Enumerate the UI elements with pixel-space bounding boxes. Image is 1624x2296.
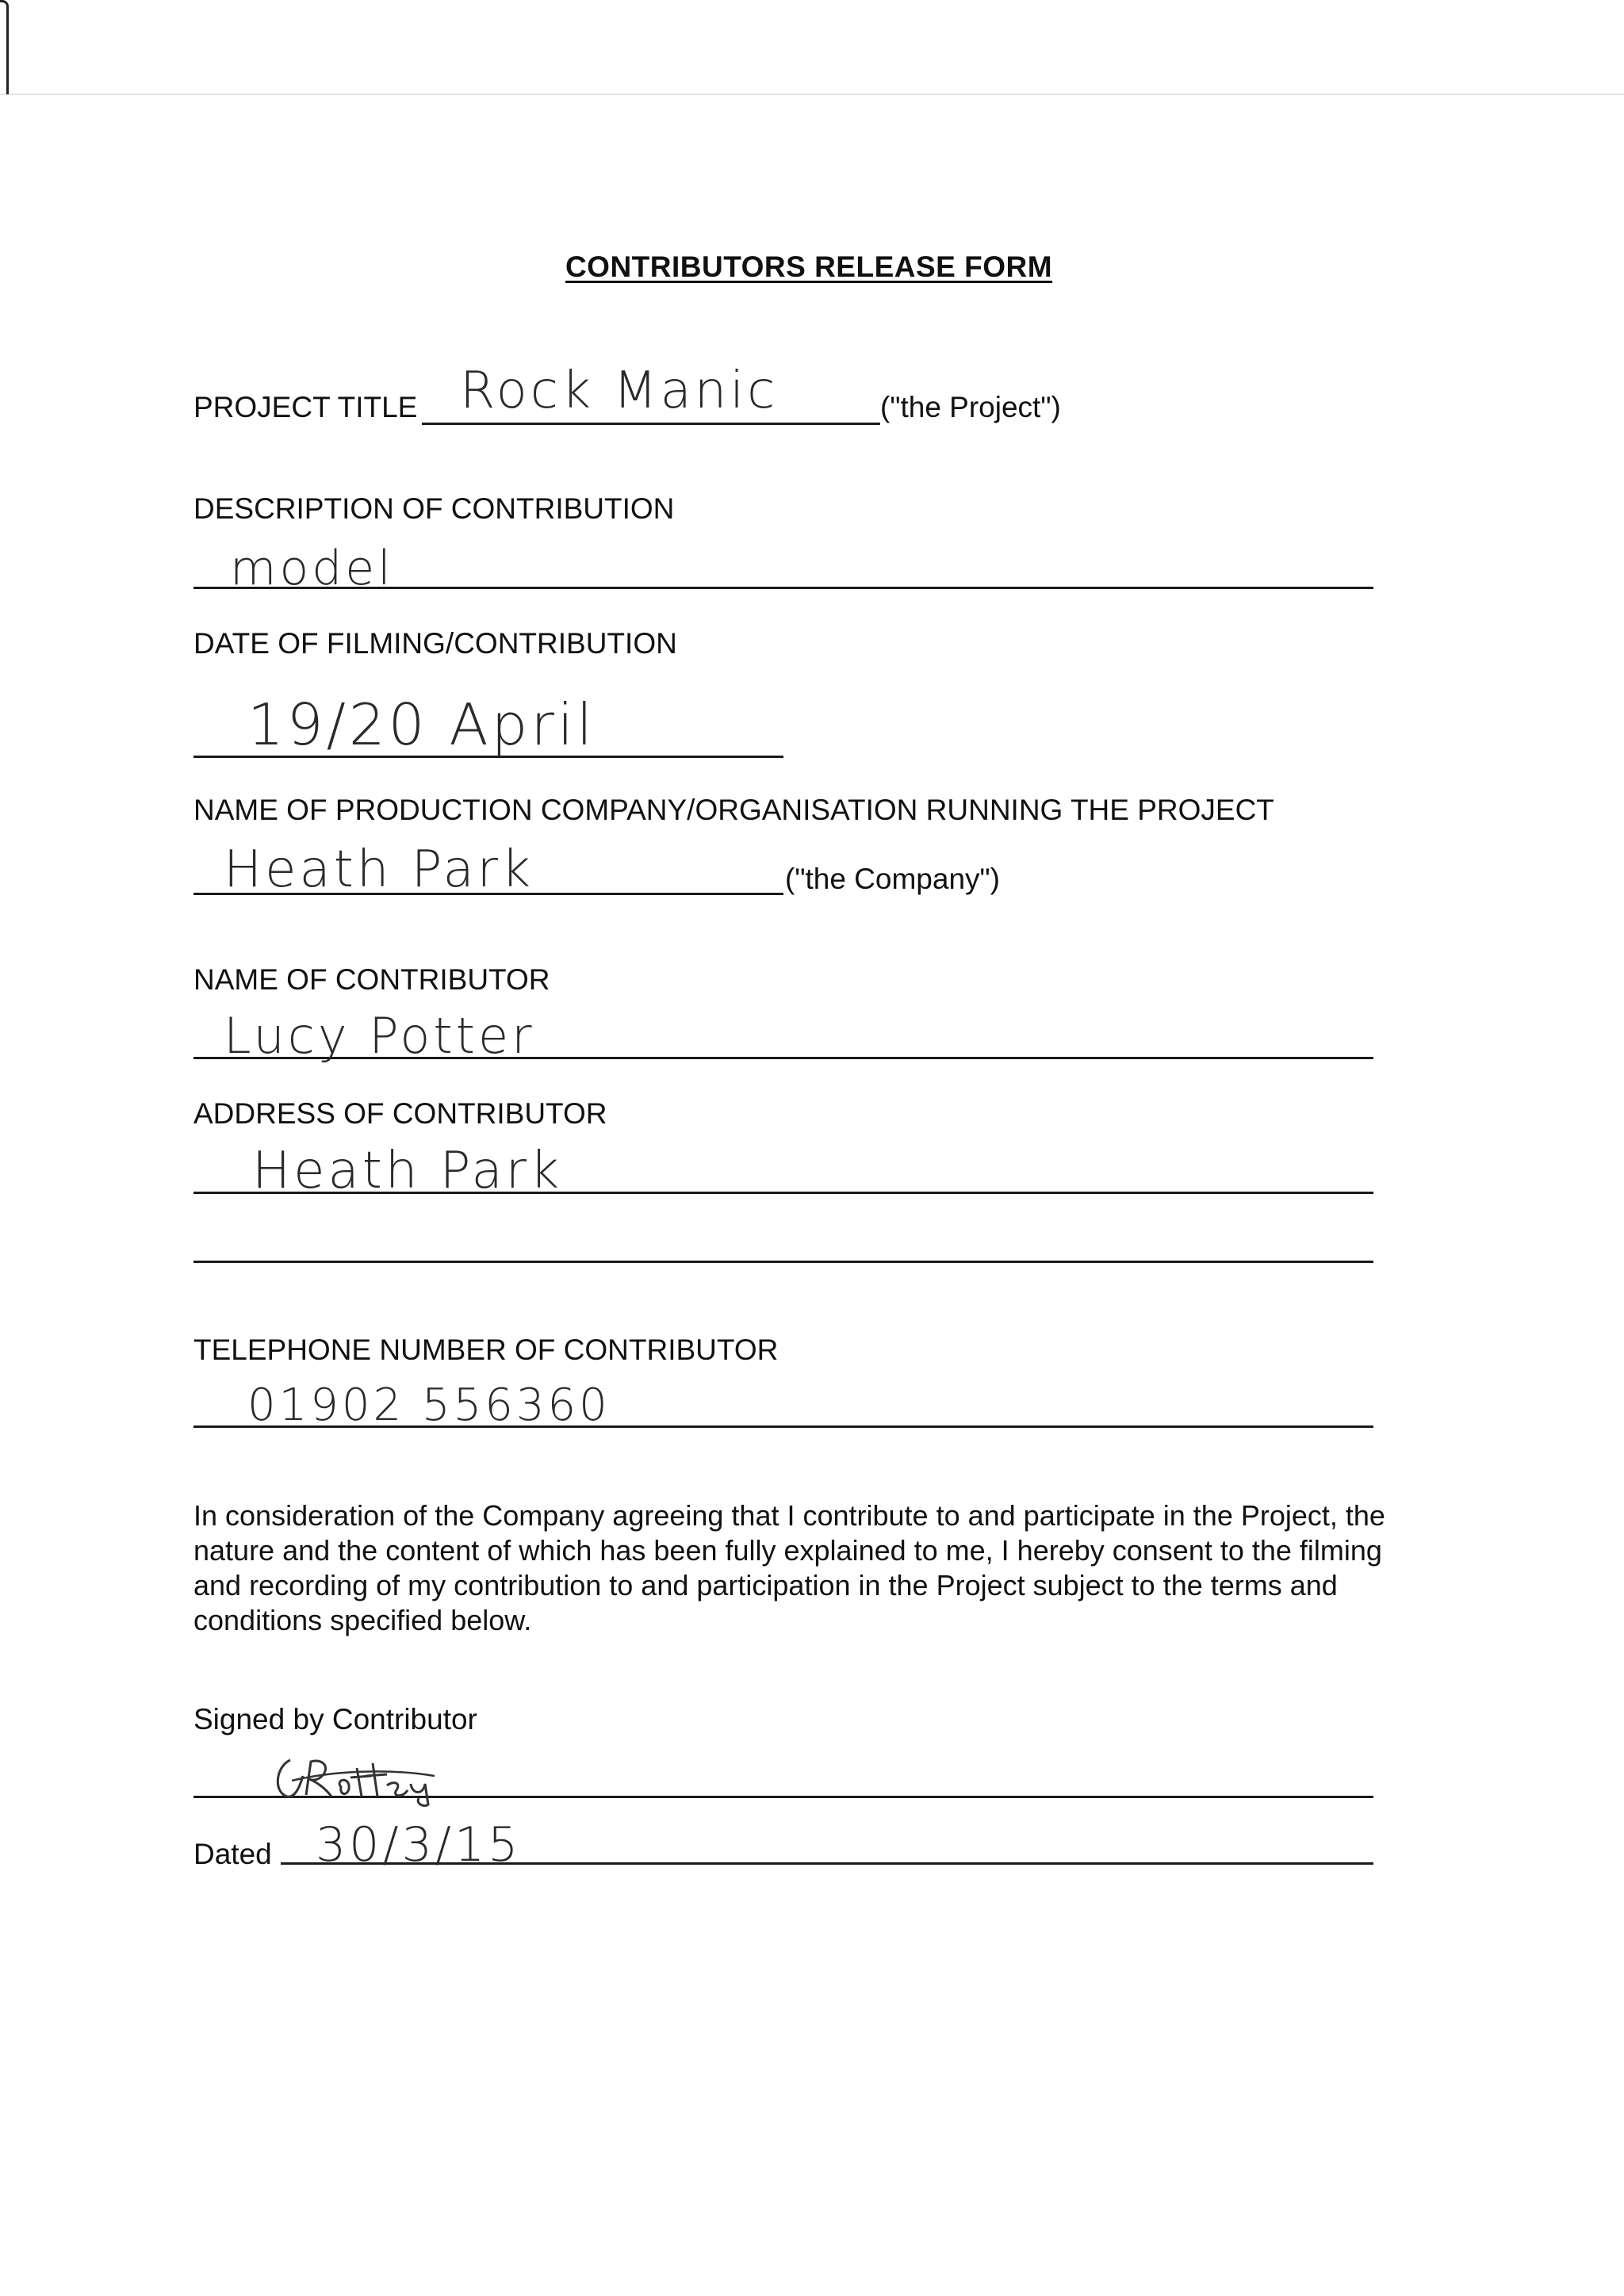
contributor-name-handwriting: Lucy Potter (224, 1007, 535, 1065)
project-suffix: ("the Project") (880, 391, 1061, 423)
address-label: ADDRESS OF CONTRIBUTOR (193, 1097, 607, 1130)
dated-label: Dated (193, 1838, 272, 1870)
description-handwriting: model (230, 541, 394, 596)
company-handwriting: Heath Park (224, 840, 534, 899)
date-label: DATE OF FILMING/CONTRIBUTION (193, 627, 677, 660)
telephone-label: TELEPHONE NUMBER OF CONTRIBUTOR (193, 1334, 779, 1366)
project-title-handwriting: Rock Manic (460, 362, 779, 420)
contributor-signature (268, 1752, 450, 1808)
consent-paragraph: In consideration of the Company agreeing that I contribute to and participate in the Project, the nature and the content of which has been fully explained to me, I hereby consent to the filming and recording of my contribution to and participation in the Project subject to the terms and conditions specified below. (193, 1499, 1385, 1636)
company-label: NAME OF PRODUCTION COMPANY/ORGANISATION RUNNING THE PROJECT (193, 794, 1274, 826)
scan-top-edge (0, 0, 1624, 95)
scan-corner-mark (0, 0, 9, 94)
date-handwriting: 19/20 April (247, 691, 596, 758)
telephone-handwriting: 01902 556360 (247, 1380, 611, 1431)
company-suffix: ("the Company") (785, 863, 1000, 895)
project-title-label: PROJECT TITLE (193, 391, 418, 423)
address-line-2 (193, 1261, 1373, 1263)
description-label: DESCRIPTION OF CONTRIBUTION (193, 492, 675, 525)
contributor-name-label: NAME OF CONTRIBUTOR (193, 963, 550, 996)
signed-label: Signed by Contributor (193, 1703, 477, 1735)
dated-handwriting: 30/3/15 (316, 1817, 522, 1873)
address-handwriting: Heath Park (252, 1142, 563, 1200)
form-title: CONTRIBUTORS RELEASE FORM (565, 251, 1053, 283)
project-title-line (422, 423, 880, 425)
